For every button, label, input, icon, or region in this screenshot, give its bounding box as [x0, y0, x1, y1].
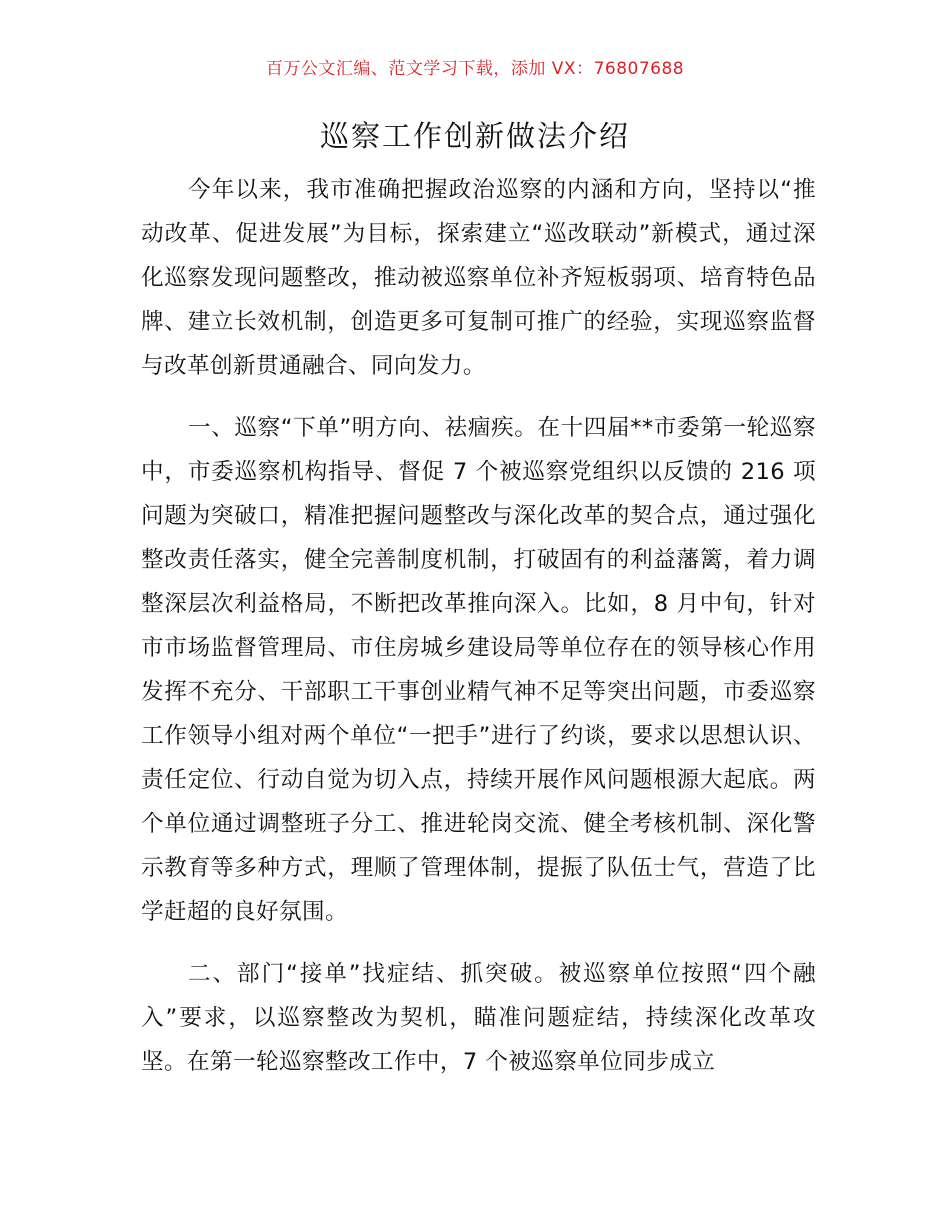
paragraph-section-2: 二、部门“接单”找症结、抓突破。被巡察单位按照“四个融入”要求，以巡察整改为契机，瞄准问题症结，持续深化改革攻坚。在第一轮巡察整改工作中，7 个被巡察单位同步成立 [141, 961, 816, 1075]
document-title: 巡察工作创新做法介绍 [319, 119, 630, 153]
paragraph-section-1: 一、巡察“下单”明方向、祛痼疾。在十四届**市委第一轮巡察中，市委巡察机构指导、督促 7 个被巡察党组织以反馈的 216 项问题为突破口，精准把握问题整改与深化改革的契合点，通过强化整改责任落实，健全完善制度机制，打破固有的利益藩篱，着力调整深层次利益格局，不断把改革推向深入。比如，8 月中旬，针对市市场监督管理局、市住房城乡建设局等单位存在的领导核心作用发挥不充分、干部职工干事创业精气神不足等突出问题，市委巡察工作领导小组对两个单位“一把手”进行了约谈，要求以思想认识、责任定位、行动自觉为切入点，持续开展作风问题根源大起底。两个单位通过调整班子分工、推进轮岗交流、健全考核机制、深化警示教育等多种方式，理顺了管理体制，提振了队伍士气，营造了比学赶超的良好氛围。 [141, 415, 816, 925]
header-note: 百万公文汇编、范文学习下载，添加 VX：76807688 [265, 59, 685, 79]
paragraph-intro: 今年以来，我市准确把握政治巡察的内涵和方向，坚持以“推动改革、促进发展”为目标，探索建立“巡改联动”新模式，通过深化巡察发现问题整改，推动被巡察单位补齐短板弱项、培育特色品牌、建立长效机制，创造更多可复制可推广的经验，实现巡察监督与改革创新贯通融合、同向发力。 [141, 177, 816, 379]
document-body [141, 168, 816, 1102]
